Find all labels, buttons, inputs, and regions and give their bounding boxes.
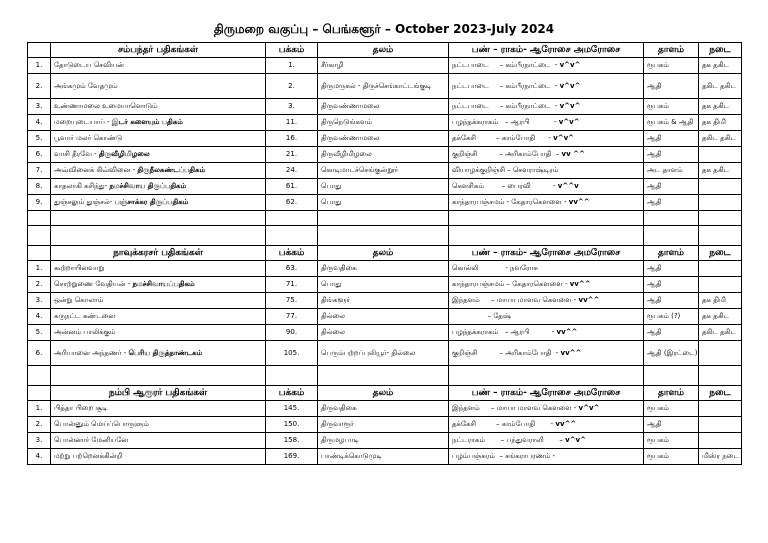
hymn-name-cell	[51, 261, 266, 277]
arohana-avarohana-mark: v^v^	[553, 134, 575, 142]
nadai-value	[699, 195, 742, 211]
arohana-avarohana-mark: v^v^	[558, 118, 580, 126]
talam-value: ரூபகம் & ஆதி	[644, 115, 699, 131]
pann-raga-text: காந்தாரபஞ்சமம் - கேதாரகௌளை -	[452, 198, 567, 206]
arohana-avarohana-mark: v^v^	[559, 81, 581, 90]
empty-cell	[318, 226, 449, 246]
hymn-name-cell	[51, 195, 266, 211]
pann-raga-cell	[449, 341, 644, 366]
nadai-value	[699, 147, 742, 163]
pann-raga-text: கௌசிகம் – பைரவி -	[452, 182, 556, 190]
nadai-value: தகிட தகிட	[699, 74, 742, 99]
place-name: திருவீழிமிழலை	[318, 147, 449, 163]
nadai-value: தக தகிட	[699, 163, 742, 179]
header-page: பக்கம்	[266, 246, 318, 261]
section-header-row	[28, 246, 742, 261]
row-number: 6.	[28, 341, 51, 366]
hymn-name: மறையுடையாய் -	[54, 118, 110, 126]
place-name: பொது	[318, 179, 449, 195]
pann-raga-cell	[449, 401, 644, 417]
hymn-name-cell	[51, 433, 266, 449]
talam-value: ஆதி	[644, 417, 699, 433]
talam-value: ரூபகம்	[644, 58, 699, 74]
hymn-name-cell	[51, 449, 266, 465]
empty-cell	[318, 366, 449, 386]
page-number: 21.	[266, 147, 318, 163]
table-row	[28, 325, 742, 341]
empty-cell	[28, 211, 51, 226]
pann-raga-text: தக்கேசி – காம்போதி -	[452, 420, 554, 428]
hymn-name: பொன்னும் மெய்ப்பொருளும்	[54, 420, 149, 428]
table-row	[28, 401, 742, 417]
table-row	[28, 309, 742, 325]
class-schedule-table	[27, 42, 742, 465]
page-number: 2.	[266, 74, 318, 99]
header-place: தலம்	[318, 246, 449, 261]
hymn-name: ஒன்று கொலாம்	[54, 296, 104, 304]
arohana-avarohana-mark: v^^v	[557, 182, 579, 190]
header-nadai: நடை	[699, 246, 742, 261]
hymn-name: பித்தா பிறை சூடி	[54, 404, 108, 412]
hymn-name-cell	[51, 147, 266, 163]
arohana-avarohana-mark: vv^^	[560, 348, 582, 357]
pann-raga-text: குறிஞ்சி – அரிகாம்போதி -	[452, 348, 559, 357]
page-number: 11.	[266, 115, 318, 131]
empty-cell	[28, 226, 51, 246]
hymn-name-cell	[51, 74, 266, 99]
place-name: திங்களூர்	[318, 293, 449, 309]
empty-cell	[644, 226, 699, 246]
arohana-avarohana-mark: vv^^	[578, 296, 600, 304]
section-spacer-row	[28, 366, 742, 386]
table-body	[28, 43, 742, 465]
pann-raga-text: வியாழக்குறிஞ்சி – சௌராஷ்டிரம்	[452, 166, 559, 174]
pann-raga-cell	[449, 261, 644, 277]
pann-raga-text: நட்டராகம் – பந்துவராளி –	[452, 436, 563, 444]
empty-cell	[449, 211, 644, 226]
hymn-name: கூற்றாயினவாறு	[54, 264, 105, 272]
pann-raga-cell	[449, 433, 644, 449]
row-number: 1.	[28, 58, 51, 74]
page-number: 75.	[266, 293, 318, 309]
talam-value: ரூபகம் (?)	[644, 309, 699, 325]
page-number: 61.	[266, 179, 318, 195]
talam-value: ரூபகம்	[644, 449, 699, 465]
hymn-name: உண்ணாமலை உமையாளொடும்	[54, 102, 158, 110]
row-number: 3.	[28, 433, 51, 449]
nadai-value	[699, 433, 742, 449]
table-row	[28, 293, 742, 309]
arohana-avarohana-mark: vv^^	[569, 280, 591, 288]
hymn-name: சொற்றுணை வேதியன் -	[54, 280, 131, 288]
talam-value: ஆதி	[644, 277, 699, 293]
row-number: 5.	[28, 325, 51, 341]
table-row	[28, 433, 742, 449]
hymn-title-bold: பெரிய திருத்தாண்டகம்	[128, 348, 203, 357]
table-row	[28, 261, 742, 277]
arohana-avarohana-mark: v^v^	[559, 61, 581, 69]
nadai-value	[699, 417, 742, 433]
header-number-cell	[28, 386, 51, 401]
page-number: 1.	[266, 58, 318, 74]
place-name: பாண்டிக்கொடுமுடி	[318, 449, 449, 465]
table-row	[28, 163, 742, 179]
hymn-title-bold: நமச்சிவாயப்பதிகம்	[132, 280, 195, 288]
header-pann-raga: பண் – ராகம்- ஆரோசை அமரோசை	[449, 386, 644, 401]
row-number: 6.	[28, 147, 51, 163]
table-row	[28, 115, 742, 131]
header-place: தலம்	[318, 43, 449, 58]
pann-raga-cell	[449, 131, 644, 147]
table-row	[28, 277, 742, 293]
hymn-title-bold: பஞ்சாக்கர திருப்பதிகம்	[114, 198, 189, 206]
empty-cell	[644, 211, 699, 226]
table-row	[28, 74, 742, 99]
page-number: 71.	[266, 277, 318, 293]
table-row	[28, 179, 742, 195]
place-name: தில்லை	[318, 325, 449, 341]
empty-cell	[266, 211, 318, 226]
header-pann-raga: பண் – ராகம்- ஆரோசை அமரோசை	[449, 246, 644, 261]
pann-raga-cell	[449, 293, 644, 309]
place-name: திருமருகல் - திருச்செங்காட்டங்குடி	[318, 74, 449, 99]
pann-raga-text: பழந்தக்கராகம் – ஆரபி -	[452, 118, 557, 126]
row-number: 8.	[28, 179, 51, 195]
hymn-name: மற்று பற்றெனக்கின்றி	[54, 452, 123, 460]
header-nadai: நடை	[699, 386, 742, 401]
hymn-name-cell	[51, 293, 266, 309]
talam-value: ஆதி	[644, 131, 699, 147]
pann-raga-cell	[449, 74, 644, 99]
hymn-name: தோடுடைய செவியன்	[54, 61, 124, 69]
talam-value: ஆதி	[644, 74, 699, 99]
place-name: திருவதிகை	[318, 401, 449, 417]
talam-value: ரூபகம்	[644, 433, 699, 449]
hymn-name: அன்னம் பாலிக்கும்	[54, 328, 116, 336]
pann-raga-cell	[449, 58, 644, 74]
pann-raga-text: நட்டபாடை – கம்பீரநாட்டை -	[452, 61, 558, 69]
table-row	[28, 449, 742, 465]
table-row	[28, 58, 742, 74]
pann-raga-cell	[449, 115, 644, 131]
empty-cell	[266, 366, 318, 386]
empty-cell	[51, 211, 266, 226]
document-title: திருமறை வகுப்பு – பெங்களூர் – October 2023-July 2024	[213, 22, 555, 36]
header-talam: தாளம்	[644, 43, 699, 58]
nadai-value: தக தகிட	[699, 309, 742, 325]
header-talam: தாளம்	[644, 246, 699, 261]
talam-value: ஆதி	[644, 195, 699, 211]
pann-raga-text: இந்தளம் – மாயா மாளவ கௌளை -	[452, 404, 577, 412]
hymn-name-cell	[51, 115, 266, 131]
pann-raga-text: – தேஷ்	[452, 312, 511, 320]
pann-raga-cell	[449, 449, 644, 465]
row-number: 2.	[28, 277, 51, 293]
row-number: 5.	[28, 131, 51, 147]
row-number: 4.	[28, 309, 51, 325]
header-nadai: நடை	[699, 43, 742, 58]
pann-raga-cell	[449, 179, 644, 195]
page-number: 145.	[266, 401, 318, 417]
empty-cell	[51, 366, 266, 386]
place-name: திருவாரூர்	[318, 417, 449, 433]
hymn-name-cell	[51, 179, 266, 195]
table-row	[28, 131, 742, 147]
hymn-title-bold: நமச்சிவாய திருப்பதிகம்	[109, 182, 187, 190]
hymn-title-bold: இடர் களையும் பதிகம்	[111, 118, 183, 126]
nadai-value	[699, 261, 742, 277]
hymn-name-cell	[51, 309, 266, 325]
talam-value: அட தாளம்	[644, 163, 699, 179]
page-number: 150.	[266, 417, 318, 433]
table-row	[28, 99, 742, 115]
hymn-name-cell	[51, 417, 266, 433]
pann-raga-text: இந்தளம் – மாயா மாளவ கௌளை -	[452, 296, 577, 304]
header-pann-raga: பண் – ராகம்- ஆரோசை அமரோசை	[449, 43, 644, 58]
pann-raga-cell	[449, 325, 644, 341]
page-number: 105.	[266, 341, 318, 366]
hymn-title-bold: திருவீழிமிழலை	[98, 150, 150, 158]
hymn-name-cell	[51, 58, 266, 74]
arohana-avarohana-mark: v^v^	[578, 404, 600, 412]
talam-value: ஆதி	[644, 293, 699, 309]
empty-cell	[318, 211, 449, 226]
row-number: 2.	[28, 74, 51, 99]
row-number: 4.	[28, 449, 51, 465]
hymn-name-cell	[51, 99, 266, 115]
pann-raga-text: குறிஞ்சி – அரிகாம்போதி –	[452, 150, 560, 158]
hymn-name-cell	[51, 163, 266, 179]
page-number: 63.	[266, 261, 318, 277]
talam-value: ஆதி	[644, 325, 699, 341]
empty-cell	[644, 366, 699, 386]
page-number: 90.	[266, 325, 318, 341]
page-number: 16.	[266, 131, 318, 147]
page-number: 77.	[266, 309, 318, 325]
row-number: 9.	[28, 195, 51, 211]
pann-raga-text: பழந்தக்கராகம் – ஆரபி -	[452, 328, 555, 336]
place-name: திருவதிகை	[318, 261, 449, 277]
hymn-name: பொன்னார் மேனியனே	[54, 436, 129, 444]
place-name: கொடிமாடச்செங்குன்றூர்	[318, 163, 449, 179]
row-number: 3.	[28, 99, 51, 115]
pann-raga-text: பழம்பஞ்சுரம் – சங்கராபரணம் -	[452, 452, 556, 460]
row-number: 4.	[28, 115, 51, 131]
nadai-value: தக தகிட	[699, 99, 742, 115]
table-row	[28, 417, 742, 433]
nadai-value: தக திமி	[699, 293, 742, 309]
arohana-avarohana-mark: v^v^	[565, 436, 586, 444]
section-header-row	[28, 43, 742, 58]
place-name: பெரும்பற்றப்புலியூர்- தில்லை	[318, 341, 449, 366]
pann-raga-cell	[449, 417, 644, 433]
arohana-avarohana-mark: vv^^	[556, 328, 578, 336]
nadai-value	[699, 179, 742, 195]
header-page: பக்கம்	[266, 386, 318, 401]
section-spacer-row	[28, 226, 742, 246]
hymn-name: பூவார் மலர் கொண்டு	[54, 134, 123, 142]
header-number-cell	[28, 246, 51, 261]
nadai-value	[699, 277, 742, 293]
row-number: 1.	[28, 401, 51, 417]
empty-cell	[449, 366, 644, 386]
empty-cell	[699, 366, 742, 386]
section-header-row	[28, 386, 742, 401]
header-section-title: நம்பி ஆரூரர் பதிகங்கள்	[51, 386, 266, 401]
place-name: சீர்காழி	[318, 58, 449, 74]
talam-value: ஆதி	[644, 147, 699, 163]
empty-cell	[699, 211, 742, 226]
pann-raga-text: கொல்லி - நவரோசு	[452, 264, 538, 272]
hymn-name-cell	[51, 131, 266, 147]
nadai-value: தக தகிட	[699, 58, 742, 74]
talam-value: ரூபகம்	[644, 401, 699, 417]
pann-raga-text: நட்டபாடை – கம்பீரநாட்டை -	[452, 102, 558, 110]
nadai-value: தகிட தகிட	[699, 131, 742, 147]
nadai-value: தக திமி	[699, 115, 742, 131]
empty-cell	[266, 226, 318, 246]
pann-raga-cell	[449, 147, 644, 163]
page-number: 62.	[266, 195, 318, 211]
hymn-name: காதலாகி கசிந்து-	[54, 182, 108, 190]
pann-raga-cell	[449, 277, 644, 293]
page-number: 24.	[266, 163, 318, 179]
blank-row	[28, 211, 742, 226]
place-name: பொது	[318, 277, 449, 293]
talam-value: ஆதி	[644, 261, 699, 277]
place-name: திருநெடுங்களம்	[318, 115, 449, 131]
nadai-value: தகிட தகிட	[699, 325, 742, 341]
table-row	[28, 341, 742, 366]
hymn-name: அவ்வினைக் கிவ்வினை -	[54, 166, 136, 174]
hymn-name-cell	[51, 277, 266, 293]
hymn-name: வாசி தீரவே -	[54, 150, 97, 158]
nadai-value	[699, 401, 742, 417]
empty-cell	[699, 226, 742, 246]
hymn-name: கருநட்ட கண்டனை	[54, 312, 116, 320]
pann-raga-text: காந்தாரபஞ்சமம் – கேதாரகௌளை -	[452, 280, 568, 288]
page-number: 3.	[266, 99, 318, 115]
arohana-avarohana-mark: v^v^	[559, 102, 581, 110]
place-name: தில்லை	[318, 309, 449, 325]
page-number: 158.	[266, 433, 318, 449]
pann-raga-cell	[449, 309, 644, 325]
pann-raga-text: தக்கேசி – காம்போதி -	[452, 134, 551, 142]
page-number: 169.	[266, 449, 318, 465]
pann-raga-cell	[449, 163, 644, 179]
header-place: தலம்	[318, 386, 449, 401]
table-row	[28, 195, 742, 211]
hymn-name: துஞ்சலும் துஞ்சல்-	[54, 198, 113, 206]
header-section-title: சம்பந்தர் பதிகங்கள்	[51, 43, 266, 58]
hymn-name-cell	[51, 325, 266, 341]
place-name: திருவண்ணாமலை	[318, 99, 449, 115]
header-number-cell	[28, 43, 51, 58]
place-name: திருமழபாடி	[318, 433, 449, 449]
empty-cell	[28, 366, 51, 386]
nadai-value	[699, 341, 742, 366]
place-name: பொது	[318, 195, 449, 211]
table-row	[28, 147, 742, 163]
talam-value: ரூபகம்	[644, 99, 699, 115]
hymn-name: அங்கமும் வேதமும்	[54, 81, 118, 90]
hymn-name: அரியானை அந்தணர் -	[54, 348, 127, 357]
header-talam: தாளம்	[644, 386, 699, 401]
arohana-avarohana-mark: vv ^^	[561, 150, 585, 158]
empty-cell	[51, 226, 266, 246]
row-number: 3.	[28, 293, 51, 309]
row-number: 1.	[28, 261, 51, 277]
arohana-avarohana-mark: vv^^	[555, 420, 577, 428]
talam-value: ஆதி	[644, 179, 699, 195]
header-section-title: நாவுக்கரசர் பதிகங்கள்	[51, 246, 266, 261]
pann-raga-cell	[449, 99, 644, 115]
pann-raga-text: நட்டபாடை – கம்பீரநாட்டை -	[452, 81, 558, 90]
arohana-avarohana-mark: vv^^	[568, 198, 590, 206]
nadai-value: மிஸ்ர நடை	[699, 449, 742, 465]
place-name: திருவண்ணாமலை	[318, 131, 449, 147]
hymn-name-cell	[51, 401, 266, 417]
pann-raga-cell	[449, 195, 644, 211]
row-number: 2.	[28, 417, 51, 433]
talam-value: ஆதி (இரட்டை)	[644, 341, 699, 366]
header-page: பக்கம்	[266, 43, 318, 58]
hymn-name-cell	[51, 341, 266, 366]
hymn-title-bold: திருநீலகண்டப்பதிகம்	[137, 166, 206, 174]
empty-cell	[449, 226, 644, 246]
row-number: 7.	[28, 163, 51, 179]
